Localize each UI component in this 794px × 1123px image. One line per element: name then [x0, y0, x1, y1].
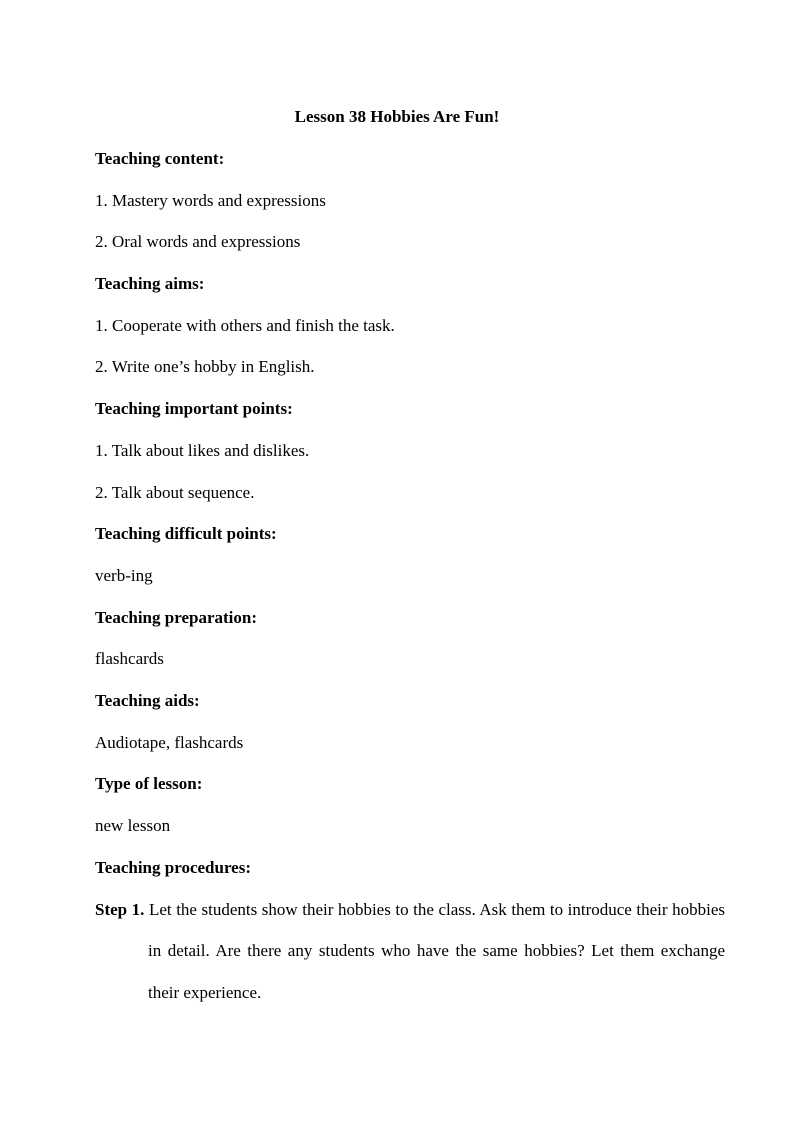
document-body — [95, 148, 725, 1013]
teaching-content-item-2: 2. Oral words and expressions — [95, 232, 301, 252]
procedure-step-1 — [95, 889, 725, 1014]
type-of-lesson-item-1: new lesson — [95, 816, 171, 835]
document-title: Lesson 38 Hobbies Are Fun! — [294, 107, 500, 126]
section-heading-teaching-preparation: Teaching preparation: — [95, 607, 257, 627]
procedure-step-1-text: Let the students show their hobbies to the class. Ask them to introduce their hobbies in detail. Are there any students who have the same hobbies? Let them exchange their experience. — [148, 899, 725, 1002]
teaching-aids-item-1: Audiotape, flashcards — [95, 732, 244, 752]
section-heading-teaching-aims: Teaching aims: — [95, 274, 205, 294]
section-heading-difficult-points: Teaching difficult points: — [95, 524, 277, 544]
procedure-step-1-label: Step 1. — [95, 899, 145, 919]
teaching-content-item-1: 1. Mastery words and expressions — [95, 190, 326, 210]
teaching-preparation-item-1: flashcards — [95, 649, 164, 669]
section-heading-teaching-aids: Teaching aids: — [95, 690, 200, 710]
section-heading-type-of-lesson: Type of lesson: — [95, 774, 203, 794]
teaching-aims-item-1: 1. Cooperate with others and finish the task. — [95, 315, 395, 335]
important-points-item-1: 1. Talk about likes and dislikes. — [95, 440, 310, 460]
teaching-aims-item-2: 2. Write one’s hobby in English. — [95, 357, 315, 377]
section-heading-teaching-procedures: Teaching procedures: — [95, 857, 252, 877]
section-heading-teaching-content: Teaching content: — [95, 149, 225, 168]
difficult-points-item-1: verb-ing — [95, 565, 153, 585]
section-heading-important-points: Teaching important points: — [95, 399, 293, 419]
important-points-item-2: 2. Talk about sequence. — [95, 482, 255, 502]
